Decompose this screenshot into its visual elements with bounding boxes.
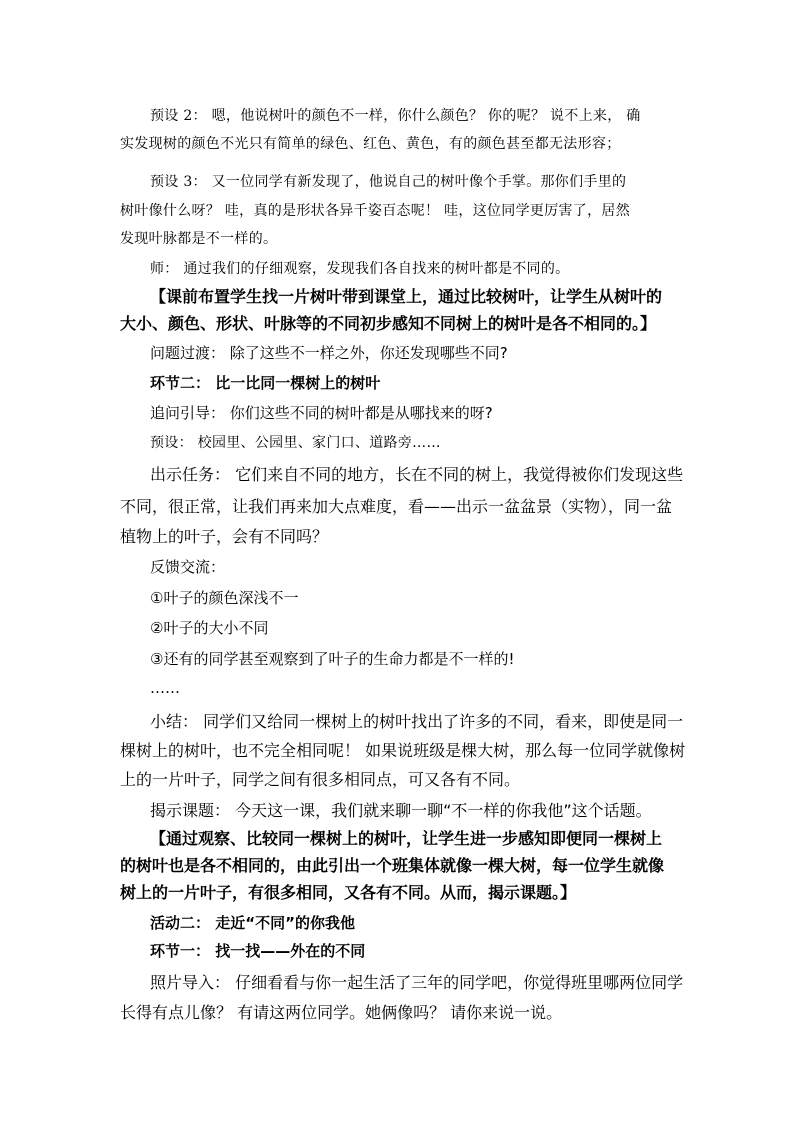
follow-up-guide: 追问引导： 你们这些不同的树叶都是从哪找来的呀? (150, 404, 493, 422)
preset-3-line-2: 树叶像什么呀？ 哇，真的是形状各异千姿百态呢！ 哇，这位同学更厉害了，居然 (120, 203, 630, 219)
design-note-2-line-2: 的树叶也是各不相同的，由此引出一个班集体就像一棵大树，每一位学生就像 (120, 856, 665, 875)
design-note-2-line-3: 树上的一片叶子，有很多相同，又各有不同。从而，揭示课题。】 (120, 883, 577, 902)
preset-3-line-1: 预设 3： 又一位同学有新发现了，他说自己的树叶像个手掌。那你们手里的 (150, 174, 627, 190)
preset-3-line-3: 发现叶脉都是不一样的。 (120, 231, 278, 247)
feedback-item-1: ①叶子的颜色深浅不一 (150, 589, 299, 607)
design-note-1-line-1: 【课前布置学生找一片树叶带到课堂上，通过比较树叶，让学生从树叶的 (150, 287, 663, 306)
feedback-heading: 反馈交流： (150, 558, 226, 576)
design-note-1-line-2: 大小、颜色、形状、叶脉等的不同初步感知不同树上的树叶是各不相同的。】 (120, 314, 657, 333)
task-line-2: 不同，很正常，让我们再来加大点难度，看——出示一盆盆景（实物），同一盆 (120, 497, 673, 516)
photo-intro-line-1: 照片导入： 仔细看看与你一起生活了三年的同学吧，你觉得班里哪两位同学 (150, 973, 684, 992)
task-line-1: 出示任务： 它们来自不同的地方，长在不同的树上，我觉得被你们发现这些 (150, 465, 684, 484)
design-note-2-line-1: 【通过观察、比较同一棵树上的树叶，让学生进一步感知即便同一棵树上 (150, 829, 663, 848)
reveal-topic: 揭示课题： 今天这一课，我们就来聊一聊“不一样的你我他”这个话题。 (150, 801, 652, 820)
section-heading-2: 环节二： 比一比同一棵树上的树叶 (150, 374, 381, 392)
summary-line-1: 小结： 同学们又给同一棵树上的树叶找出了许多的不同，看来，即使是同一 (150, 712, 684, 731)
feedback-item-3: ③还有的同学甚至观察到了叶子的生命力都是不一样的! (150, 650, 515, 668)
ellipsis: …… (150, 679, 180, 697)
preset-2-line-2: 实发现树的颜色不光只有简单的绿色、红色、黄色，有的颜色甚至都无法形容； (120, 136, 621, 152)
activity-heading-2: 活动二： 走近“不同”的你我他 (150, 914, 355, 932)
photo-intro-line-2: 长得有点儿像？ 有请这两位同学。她俩像吗？ 请你来说一说。 (120, 1003, 563, 1022)
feedback-item-2: ②叶子的大小不同 (150, 619, 269, 637)
preset-locations: 预设： 校园里、公园里、家门口、道路旁…… (150, 435, 441, 451)
summary-line-3: 上的一片叶子，同学之间有很多相同点，可又各有不同。 (120, 770, 521, 789)
task-line-3: 植物上的叶子，会有不同吗？ (120, 527, 329, 546)
question-transition: 问题过渡： 除了这些不一样之外，你还发现哪些不同? (150, 344, 508, 362)
section-heading-1: 环节一： 找一找——外在的不同 (150, 942, 366, 960)
teacher-line: 师： 通过我们的仔细观察，发现我们各自找来的树叶都是不同的。 (150, 261, 570, 277)
preset-2-line-1: 预设 2： 嗯，他说树叶的颜色不一样，你什么颜色？ 你的呢？ 说不上来， 确 (150, 108, 641, 124)
summary-line-2: 棵树上的树叶，也不完全相同呢！ 如果说班级是棵大树，那么每一位同学就像树 (120, 741, 686, 760)
